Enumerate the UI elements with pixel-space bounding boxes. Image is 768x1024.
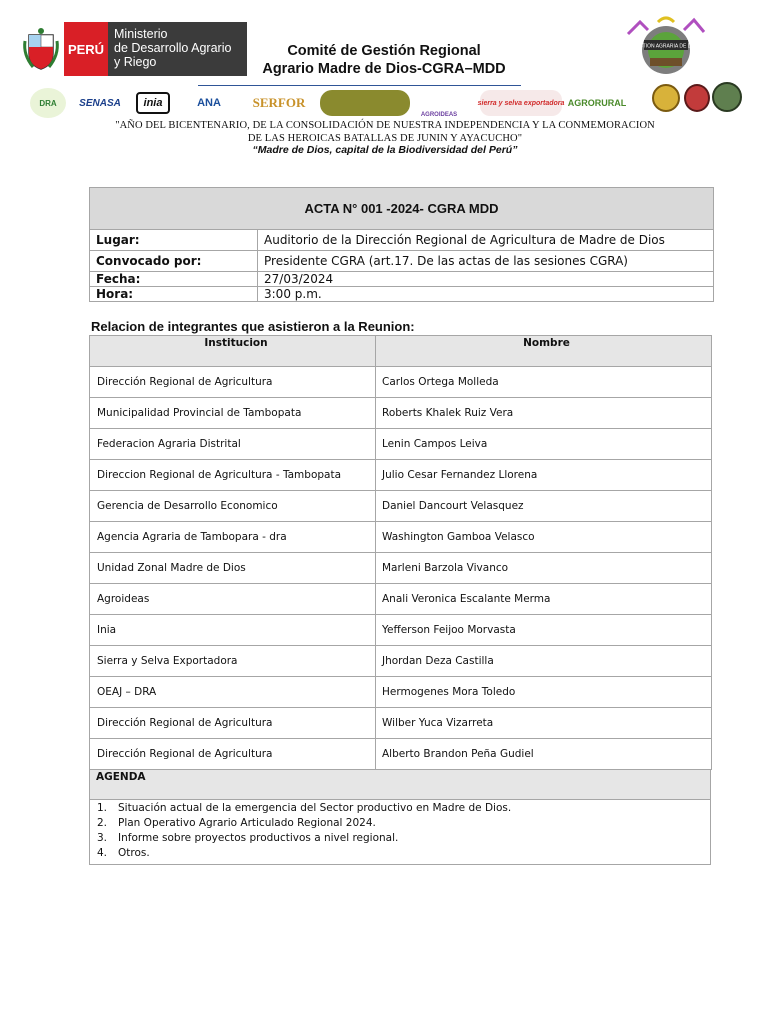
official-year-motto [100,119,670,145]
attendance-table-header [90,336,711,367]
table-row [90,739,711,770]
member-name-cell: Carlos Ortega Molleda [382,376,499,388]
agenda-item [90,831,710,846]
agenda-item-text: Plan Operativo Agrario Articulado Regional 2024. [118,817,376,829]
ministry-name [108,22,247,76]
institution-cell: Agencia Agraria de Tambopara - dra [90,522,376,552]
committee-title-line: Agrario Madre de Dios-CGRA–MDD [262,61,506,77]
acta-label: Fecha: [90,272,258,286]
agenda-item [90,846,710,861]
ana-logo: ANA [197,97,221,109]
table-row [90,429,711,460]
table-row [90,522,711,553]
acta-value: 27/03/2024 [264,272,334,286]
agenda-item-number: 4. [97,847,108,859]
table-row [90,460,711,491]
member-name-cell: Wilber Yuca Vizarreta [382,717,494,729]
column-header-institution: Institucion [90,336,376,366]
table-row [90,367,711,398]
acta-label: Convocado por: [90,251,258,271]
table-row [90,615,711,646]
acta-title: ACTA N° 001 -2024- CGRA MDD [90,188,713,230]
table-row [90,491,711,522]
institution-cell: Unidad Zonal Madre de Dios [90,553,376,583]
acta-row-convocado [90,251,713,272]
agroideas-logo: AGROIDEAS [420,112,458,118]
regional-seal-1-icon [652,84,680,112]
motto-line: DE LAS HEROICAS BATALLAS DE JUNIN Y AYACUCHO" [247,133,523,144]
agenda-item [90,816,710,831]
dra-logo: DRA [30,88,66,118]
member-name-cell: Alberto Brandon Peña Gudiel [382,748,534,760]
institution-cell: Dirección Regional de Agricultura [90,739,376,769]
member-name-cell: Yefferson Feijoo Morvasta [382,624,516,636]
inia-logo: inia [136,92,170,114]
institution-cell: Inia [90,615,376,645]
acta-value: 3:00 p.m. [264,287,322,301]
peru-coat-of-arms-icon [18,22,64,76]
institution-cell: OEAJ – DRA [90,677,376,707]
member-name-cell: Daniel Dancourt Velasquez [382,500,524,512]
acta-row-lugar [90,230,713,251]
institution-cell: Sierra y Selva Exportadora [90,646,376,676]
institution-cell: Gerencia de Desarrollo Economico [90,491,376,521]
committee-title-line: Comité de Gestión Regional [287,43,481,59]
ministry-line: y Riego [114,55,157,69]
member-name-cell: Roberts Khalek Ruiz Vera [382,407,514,419]
table-row [90,646,711,677]
acta-label: Hora: [90,287,258,301]
acta-table [89,187,714,302]
partner-logos [0,86,768,120]
agenda-heading: AGENDA [90,770,710,800]
regional-seal-3-icon [712,82,742,112]
agenda-section [89,769,711,865]
institution-cell: Agroideas [90,584,376,614]
member-name-cell: Anali Veronica Escalante Merma [382,593,551,605]
table-row [90,553,711,584]
member-name-cell: Hermogenes Mora Toledo [382,686,516,698]
acta-label: Lugar: [90,230,258,250]
ministry-line: de Desarrollo Agrario [114,41,232,55]
agenda-item-text: Situación actual de la emergencia del Sector productivo en Madre de Dios. [118,802,512,814]
acta-row-hora [90,287,713,301]
member-name-cell: Marleni Barzola Vivanco [382,562,509,574]
regional-seal-2-icon [684,84,710,112]
ministry-line: Ministerio [114,27,168,41]
institution-cell: Dirección Regional de Agricultura [90,708,376,738]
attendance-heading: Relacion de integrantes que asistieron a la Reunion: [91,319,415,334]
agenda-item-text: Otros. [118,847,150,859]
serfor-logo: SERFOR [252,95,306,110]
member-name-cell: Julio Cesar Fernandez Llorena [382,469,538,481]
agenda-item-number: 1. [97,802,108,814]
agenda-item-text: Informe sobre proyectos productivos a nivel regional. [118,832,399,844]
table-row [90,584,711,615]
institution-cell: Direccion Regional de Agricultura - Tambopata [90,460,376,490]
agrorural-logo: AGRORURAL [567,98,627,108]
acta-value: Auditorio de la Dirección Regional de Agricultura de Madre de Dios [264,233,665,247]
sierra-selva-logo: sierra y selva exportadora [480,90,562,116]
acta-value: Presidente CGRA (art.17. De las actas de las sesiones CGRA) [264,254,628,268]
column-header-name: Nombre [523,337,570,349]
senasa-logo: SENASA [79,97,121,109]
agenda-item-number: 2. [97,817,108,829]
motto-line: "AÑO DEL BICENTENARIO, DE LA CONSOLIDACIÓN DE NUESTRA INDEPENDENCIA Y LA CONMEMORACION [115,120,655,131]
member-name-cell: Washington Gamboa Velasco [382,531,535,543]
institution-cell: Municipalidad Provincial de Tambopata [90,398,376,428]
regional-gov-logo [320,90,410,116]
table-row [90,708,711,739]
member-name-cell: Lenin Campos Leiva [382,438,488,450]
institution-cell: Dirección Regional de Agricultura [90,367,376,397]
cgra-logo-text: GESTION AGRARIA DE DIOS [632,43,700,50]
agenda-item [90,801,710,816]
agenda-item-number: 3. [97,832,108,844]
attendance-table [89,335,712,770]
table-row [90,677,711,708]
acta-row-fecha [90,272,713,287]
cgra-logo [620,14,712,76]
member-name-cell: Jhordan Deza Castilla [382,655,494,667]
table-row [90,398,711,429]
institution-cell: Federacion Agraria Distrital [90,429,376,459]
region-motto: “Madre de Dios, capital de la Biodiversidad del Perú” [252,144,518,156]
agenda-list [90,800,710,864]
peru-brand: PERÚ [64,22,108,76]
ministry-logo [18,22,247,76]
committee-title [248,42,520,78]
